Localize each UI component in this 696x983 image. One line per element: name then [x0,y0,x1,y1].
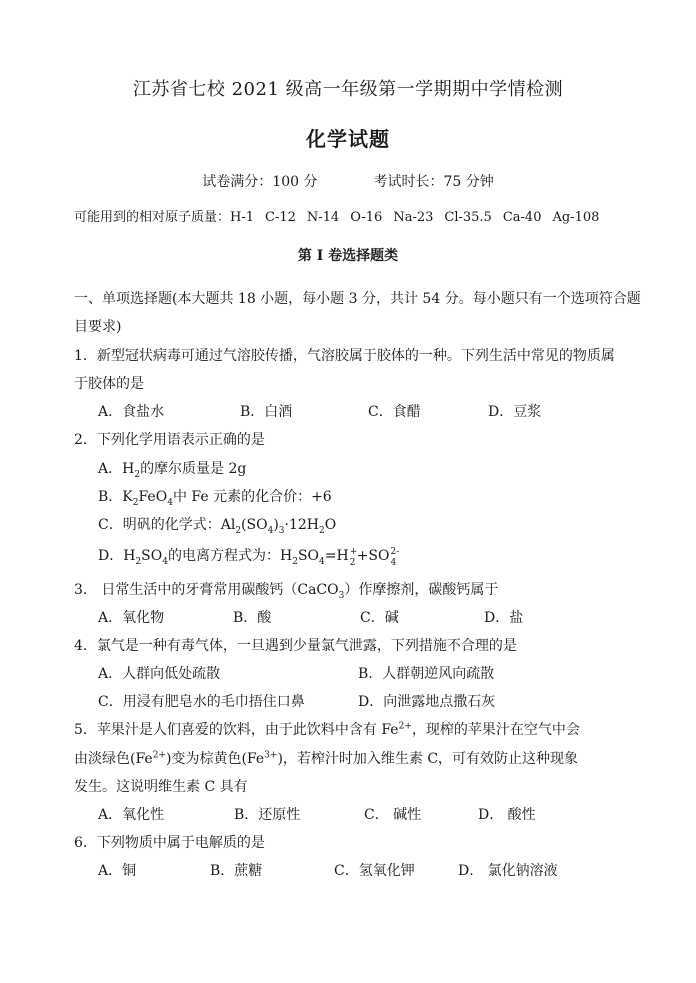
question-2-option-a: A．$H_2$的摩尔质量是 2g [98,461,247,480]
option-d: D． 酸性 [478,807,536,823]
subject-title: 化学试题 [306,127,390,151]
option-a: A．氧化物 [98,610,165,626]
option-d: D．盐 [484,610,524,626]
option-d: D．豆浆 [488,404,542,420]
question-5-stem-end: 发生。这说明维生素 C 具有 [74,779,248,795]
question-4-stem: 4．氯气是一种有毒气体，一旦遇到少量氯气泄露，下列措施不合理的是 [74,638,517,654]
question-6-options [98,861,598,881]
question-4-options-row-2 [98,692,598,712]
exam-title: 江苏省七校 2021 级高一年级第一学期期中学情检测 [132,79,564,100]
ion-charge-so4: 2- 4 [390,547,400,568]
option-c: C．用浸有肥皂水的毛巾捂住口鼻 [98,694,305,710]
instructions-line-1: 一、单项选择题(本大题共 18 小题，每小题 3 分，共计 54 分。每小题只有一个选项符合题 [74,291,641,307]
atomic-mass-item: O-16 [350,210,383,225]
question-2-option-c: C．明矾的化学式：$Al_2(SO_4)_3\cdot 12H_2O$ [98,517,337,536]
question-5-stem-cont: 由淡绿色$(Fe^{2+})$变为棕黄色$(Fe^{3+})$，若榨汁时加入维生素 C，可有效防止这种现象 [74,750,579,767]
section-title: 第 I 卷选择题类 [297,248,399,264]
question-4-options-row-1 [98,664,598,684]
atomic-mass-item: Ca-40 [502,210,542,225]
question-2-stem: 2．下列化学用语表示正确的是 [74,432,265,448]
question-5-options [98,805,598,825]
duration: 考试时长：75 分钟 [373,174,494,190]
question-1-stem: 1．新型冠状病毒可通过气溶胶传播，气溶胶属于胶体的一种。下列生活中常见的物质属 [74,348,615,364]
full-score: 试卷满分：100 分 [202,174,318,190]
option-b: B．酸 [233,610,272,626]
option-a: A．食盐水 [98,404,165,420]
option-d: D．向泄露地点撒石灰 [358,694,496,710]
option-a: A．氧化性 [98,807,165,823]
question-5-stem: 5．苹果汁是人们喜爱的饮料，由于此饮料中含有 $Fe^{2+}$，现榨的苹果汁在空气中会 [74,721,580,738]
atomic-mass-item: Ag-108 [552,210,600,225]
question-3-stem: 3． 日常生活中的牙膏常用碳酸钙（CaCO$_3$）作摩擦剂，碳酸钙属于 [74,582,499,601]
instructions-line-2: 目要求) [74,319,122,335]
question-1-options [98,402,598,422]
question-6-stem: 6．下列物质中属于电解质的是 [74,835,265,851]
question-2-option-d: D．$H_2SO_4$的电离方程式为：$H_2SO_4=H$ + 2 +SO 2- 4 [98,547,400,568]
atomic-mass-item: N-14 [306,210,340,225]
option-b: B．还原性 [234,807,301,823]
option-c: C．碱 [360,610,399,626]
atomic-masses [74,208,599,228]
option-d: D． 氯化钠溶液 [458,863,558,879]
option-c: C． 碱性 [364,807,422,823]
atomic-mass-item: C-12 [265,210,296,225]
atomic-mass-item: H-1 [230,210,255,225]
option-b: B．蔗糖 [210,863,263,879]
option-c: C．氢氧化钾 [334,863,415,879]
option-b: B．人群朝逆风向疏散 [358,666,495,682]
option-b: B．白酒 [240,404,293,420]
question-1-stem-cont: 于胶体的是 [74,376,144,392]
exam-meta [0,172,696,192]
question-2-option-b: B．$K_2FeO_4$中 Fe 元素的化合价：+6 [98,489,332,508]
atomic-masses-label: 可能用到的相对原子质量： [74,210,231,225]
option-c: C．食醋 [368,404,421,420]
atomic-mass-item: Cl-35.5 [444,210,492,225]
question-3-options [98,608,598,628]
option-a: A．人群向低处疏散 [98,666,221,682]
option-a: A．铜 [98,863,137,879]
ion-charge-h: + 2 [349,547,358,568]
atomic-mass-item: Na-23 [393,210,434,225]
